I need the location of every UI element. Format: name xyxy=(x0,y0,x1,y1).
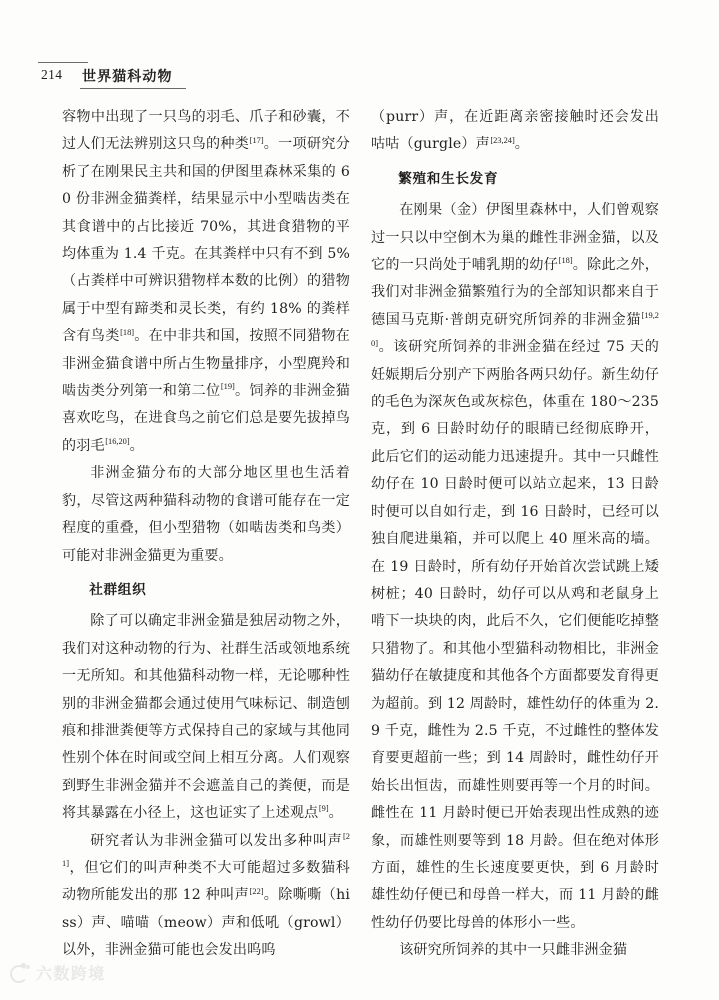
watermark-label: 六数跨境 xyxy=(36,964,106,983)
header-rule-bottom xyxy=(80,88,186,89)
column-left xyxy=(62,104,351,959)
para-text-2: 。一项研究分析了在刚果民主共和国的伊图里森林采集的 60 份非洲金猫粪样，结果显示中小型啮齿类在其食谱中的占比接近 70%，其进食猎物的平均体重为 1.4 千克。在其粪样中只有不到 5%（占粪样中可辨识猎物样本数的比例）的猎物属于中型有蹄类和灵长类，有约 18% 的粪样含有鸟类 xyxy=(62,136,350,345)
para-text-4: 。饲养的非洲金猫喜欢吃鸟，在进食鸟之前它们总是要先拔掉鸟的羽毛 xyxy=(62,383,351,454)
paragraph-social-behaviour xyxy=(62,608,350,827)
reference-marker: [19,20] xyxy=(371,311,659,348)
chapter-title: 世界猫科动物 xyxy=(82,69,173,85)
para-text-2: 。除此之外，我们对非洲金猫繁殖行为的全部知识都来自于德国马克斯·普朗克研究所饲养的非洲金猫 xyxy=(371,257,659,328)
reference-marker: [18] xyxy=(120,327,135,337)
reference-marker: [23,24] xyxy=(490,135,515,145)
para-text-2: 。 xyxy=(328,805,343,822)
reference-marker: [9] xyxy=(318,804,329,814)
para-text-3: 。除嘶嘶（hiss）声、喵喵（meow）声和低吼（growl）以外，非洲金猫可能也会发出呜呜 xyxy=(62,887,350,959)
paragraph-diet-analysis xyxy=(62,104,350,460)
text-columns xyxy=(0,104,719,959)
para-text: 在刚果（金）伊图里森林中，人们曾观察过一只以中空倒木为巢的雌性非洲金猫，以及它的一只尚处于哺乳期的幼仔 xyxy=(371,202,659,274)
paragraph-leopard-overlap: 非洲金猫分布的大部分地区里也生活着豹，尽管这两种猫科动物的食谱可能存在一定程度的重叠，但小型猎物（如啮齿类和鸟类）可能对非洲金猫更为重要。 xyxy=(62,465,350,564)
header-rule-top xyxy=(38,62,88,63)
para-text: 容物中出现了一只鸟的羽毛、爪子和砂囊，不过人们无法辨别这只鸟的种类 xyxy=(62,109,350,153)
paragraph-reproduction-development xyxy=(371,197,659,937)
column-right xyxy=(371,104,660,959)
para-text-2: ，但它们的叫声种类不大可能超过多数猫科动物所能发出的那 12 种叫声 xyxy=(62,859,350,904)
subheading-reproduction-growth: 繁殖和生长发育 xyxy=(398,170,499,187)
reference-marker: [19] xyxy=(220,382,235,392)
running-head xyxy=(38,62,338,92)
para-text-2: 。 xyxy=(514,136,529,153)
reference-marker: [18] xyxy=(558,256,573,266)
subheading-social-organization: 社群组织 xyxy=(89,581,147,598)
paragraph-vocalizations xyxy=(62,828,350,965)
paragraph-female-cat-study: 该研究所饲养的其中一只雌非洲金猫 xyxy=(399,942,628,959)
para-text-5: 。 xyxy=(129,437,144,454)
watermark xyxy=(10,961,106,984)
para-text: 研究者认为非洲金猫可以发出多种叫声 xyxy=(90,832,343,849)
reference-marker: [22] xyxy=(249,886,264,896)
reference-marker: [21] xyxy=(62,831,350,869)
reference-marker: [16,20] xyxy=(105,437,130,447)
camera-logo-icon xyxy=(10,962,31,983)
para-text-3: 。该研究所饲养的非洲金猫在经过 75 天的妊娠期后分别产下两胎各两只幼仔。新生幼仔的毛色为深灰色或灰棕色，体重在 180～235 克，到 6 日龄时幼仔的眼睛已经彻底睁开，此后它们的运动能力迅速提升。其中一只雌性幼仔在 10 日龄时便可以站立起来，13 日龄时便可以自如行走，到 16 日龄时，已经可以独自爬进巢箱，并可以爬上 40 厘米高的墙。在 19 日龄时，所有幼仔开始首次尝试跳上矮树桩；40 日龄时，幼仔可以从鸡和老鼠身上啃下一块块的肉，此后不久，它们便能吃掉整只猎物了。和其他小型猫科动物相比，非洲金猫幼仔在敏捷度和其他各个方面都要发育得更为超前。到 12 周龄时，雄性幼仔的体重为 2.9 千克，雌性为 2.5 千克，不过雌性的整体发育要更超前一些；到 14 周龄时，雌性幼仔开始长出恒齿，而雄性则要再等一个月的时间。雌性在 11 月龄时便已开始表现出性成熟的迹象，而雄性则要等到 18 月龄。但在绝对体形方面，雄性的生长速度要更快，到 6 月龄时雄性幼仔便已和母兽一样大，而 11 月龄的雌性幼仔仍要比母兽的体形小一些。 xyxy=(371,339,660,931)
paragraph-vocalizations-continued xyxy=(371,104,659,159)
para-text-3: 。在中非共和国，按照不同猎物在非洲金猫食谱中所占生物量排序，小型麂羚和啮齿类分列第一和第二位 xyxy=(62,328,350,400)
para-text: 除了可以确定非洲金猫是独居动物之外，我们对这种动物的行为、社群生活或领地系统一无所知。和其他猫科动物一样，无论哪种性别的非洲金猫都会通过使用气味标记、制造刨痕和排泄粪便等方式保持自己的家域与其他同性别个体在时间或空间上相互分离。人们观察到野生非洲金猫并不会遮盖自己的粪便，而是将其暴露在小径上，这也证实了上述观点 xyxy=(62,613,350,822)
para-text: （purr）声，在近距离亲密接触时还会发出咕咕（gurgle）声 xyxy=(371,109,659,153)
reference-marker: [17] xyxy=(249,135,264,145)
page-number: 214 xyxy=(41,67,63,82)
